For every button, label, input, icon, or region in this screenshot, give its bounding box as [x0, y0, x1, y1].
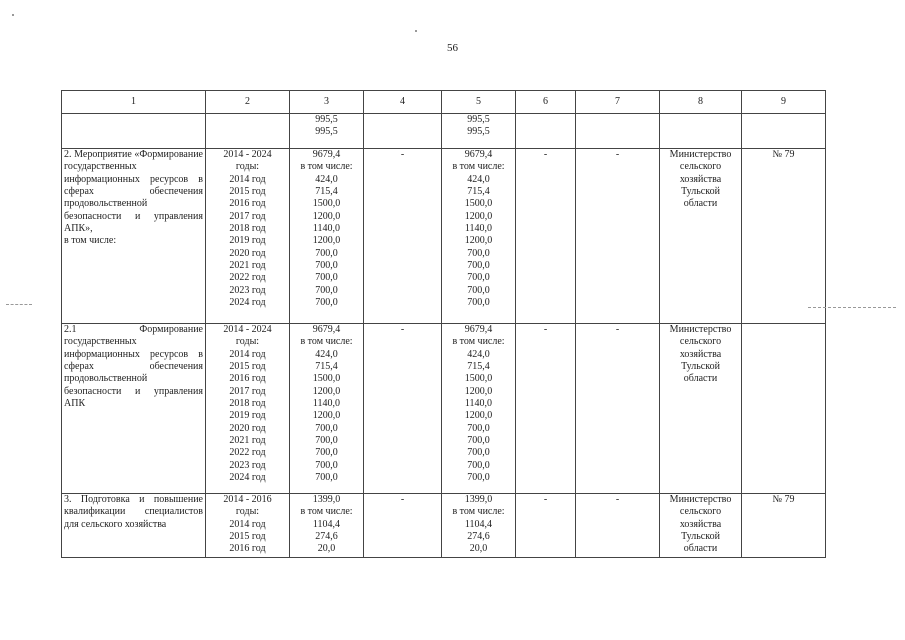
- period-cell: 2014 - 2024 годы: 2014 год 2015 год 2016 год 2017 год 2018 год 2019 год 2020 год 2021 год 2022 год 2023 год 2024 год: [206, 324, 290, 494]
- extrabudgetary-cell: -: [576, 324, 660, 494]
- local-budget-cell: [516, 114, 576, 149]
- column-header: 6: [516, 91, 576, 114]
- period-cell: 2014 - 2016 годы: 2014 год 2015 год 2016 год: [206, 494, 290, 558]
- column-number-header-row: [62, 91, 826, 114]
- table-row: [62, 149, 826, 324]
- regional-budget-cell: 9679,4 в том числе: 424,0 715,4 1500,0 1200,0 1140,0 1200,0 700,0 700,0 700,0 700,0 700,0: [442, 149, 516, 324]
- local-budget-cell: -: [516, 494, 576, 558]
- federal-budget-cell: -: [364, 324, 442, 494]
- executor-cell: Министерство сельского хозяйства Тульской области: [660, 324, 742, 494]
- scan-artifact: [808, 307, 896, 308]
- total-amount-cell: 995,5 995,5: [290, 114, 364, 149]
- column-header: 3: [290, 91, 364, 114]
- federal-budget-cell: [364, 114, 442, 149]
- federal-budget-cell: -: [364, 149, 442, 324]
- indicator-cell: [742, 324, 826, 494]
- scan-artifact: [415, 30, 417, 32]
- regional-budget-cell: 995,5 995,5: [442, 114, 516, 149]
- local-budget-cell: -: [516, 324, 576, 494]
- period-cell: [206, 114, 290, 149]
- indicator-cell: № 79: [742, 494, 826, 558]
- total-amount-cell: 9679,4 в том числе: 424,0 715,4 1500,0 1200,0 1140,0 1200,0 700,0 700,0 700,0 700,0 700,0: [290, 149, 364, 324]
- column-header: 5: [442, 91, 516, 114]
- measure-name-cell: 3. Подготовка и повышение квалификации специалистов для сельского хозяйства: [62, 494, 206, 558]
- regional-budget-cell: 1399,0 в том числе: 1104,4 274,6 20,0: [442, 494, 516, 558]
- total-amount-cell: 9679,4 в том числе: 424,0 715,4 1500,0 1200,0 1140,0 1200,0 700,0 700,0 700,0 700,0 700,0: [290, 324, 364, 494]
- page-number: 56: [447, 42, 458, 54]
- measure-name-cell: 2. Мероприятие «Формирование государственных информационных ресурсов в сферах обеспечения продовольственной безопасности и управления АПК», в том числе:: [62, 149, 206, 324]
- regional-budget-cell: 9679,4 в том числе: 424,0 715,4 1500,0 1200,0 1140,0 1200,0 700,0 700,0 700,0 700,0 700,0: [442, 324, 516, 494]
- executor-cell: Министерство сельского хозяйства Тульской области: [660, 494, 742, 558]
- column-header: 9: [742, 91, 826, 114]
- measure-name-cell: [62, 114, 206, 149]
- local-budget-cell: -: [516, 149, 576, 324]
- column-header: 1: [62, 91, 206, 114]
- indicator-cell: [742, 114, 826, 149]
- measure-name-cell: 2.1 Формирование государственных информационных ресурсов в сферах обеспечения продовольственной безопасности и управления АПК: [62, 324, 206, 494]
- executor-cell: Министерство сельского хозяйства Тульской области: [660, 149, 742, 324]
- period-cell: 2014 - 2024 годы: 2014 год 2015 год 2016 год 2017 год 2018 год 2019 год 2020 год 2021 год 2022 год 2023 год 2024 год: [206, 149, 290, 324]
- extrabudgetary-cell: -: [576, 149, 660, 324]
- scan-artifact: [12, 14, 14, 16]
- table-row: [62, 114, 826, 149]
- table-row: [62, 324, 826, 494]
- program-budget-table: [61, 90, 826, 558]
- column-header: 7: [576, 91, 660, 114]
- table-row: [62, 494, 826, 558]
- total-amount-cell: 1399,0 в том числе: 1104,4 274,6 20,0: [290, 494, 364, 558]
- extrabudgetary-cell: [576, 114, 660, 149]
- column-header: 8: [660, 91, 742, 114]
- indicator-cell: № 79: [742, 149, 826, 324]
- extrabudgetary-cell: -: [576, 494, 660, 558]
- column-header: 2: [206, 91, 290, 114]
- federal-budget-cell: -: [364, 494, 442, 558]
- scan-artifact: [6, 304, 32, 305]
- executor-cell: [660, 114, 742, 149]
- column-header: 4: [364, 91, 442, 114]
